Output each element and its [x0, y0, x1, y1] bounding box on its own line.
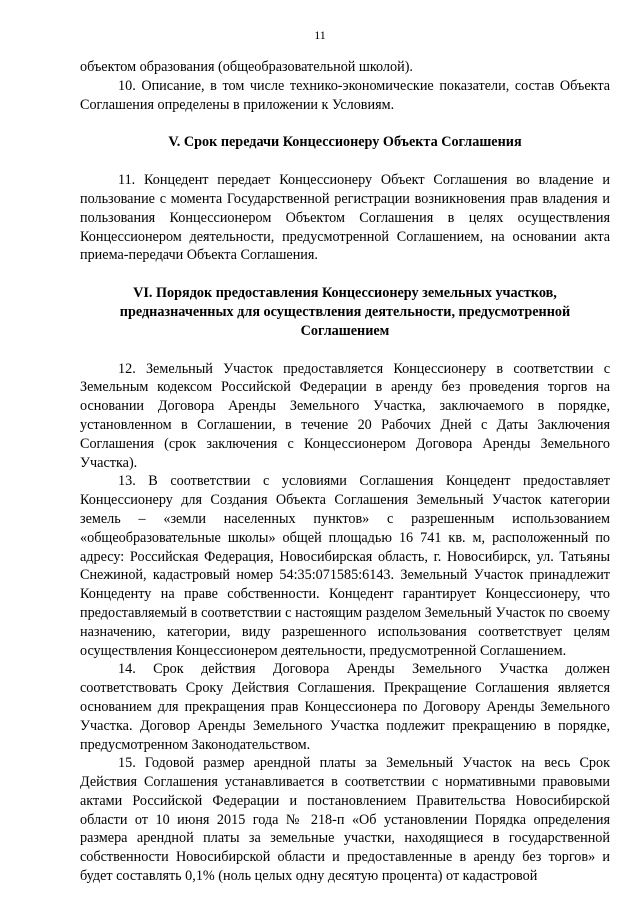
paragraph-15: 15. Годовой размер арендной платы за Земельный Участок на весь Срок Действия Соглашения устанавливается в соответствии с нормативными правовыми актами Российской Федерации и постановлением Правительства Новосибирской области от 10 июня 2015 года № 218-п «Об установлении Порядка определения размера арендной платы за земельные участки, находящиеся в государственной собственности Новосибирской области и предоставленные в аренду без торгов» и будет составлять 0,1% (ноль целых одну десятую процента) от кадастровой	[80, 755, 610, 885]
section-5-heading: V. Срок передачи Концессионеру Объекта Соглашения	[168, 134, 522, 151]
paragraph-14: 14. Срок действия Договора Аренды Земельного Участка должен соответствовать Сроку Действия Соглашения. Прекращение Соглашения является основанием для прекращения прав Концессионера по Договору Аренды Земельного Участка. Договор Аренды Земельного Участка подлежит прекращению в порядке, предусмотренном Законодательством.	[80, 661, 610, 753]
paragraph-continuation: объектом образования (общеобразовательной школой).	[80, 59, 413, 75]
page-number: 11	[314, 28, 326, 42]
paragraph-13: 13. В соответствии с условиями Соглашения Концедент предоставляет Концессионеру для Создания Объекта Соглашения Земельный Участок категории земель – «земли населенных пунктов» с разрешенным использованием «общеобразовательные школы» общей площадью 16 741 кв. м, расположенный по адресу: Российская Федерация, Новосибирская область, г. Новосибирск, ул. Татьяны Снежиной, кадастровый номер 54:35:071585:6143. Земельный Участок принадлежит Концеденту на праве собственности. Концедент гарантирует Концессионеру, что предоставляемый в соответствии с настоящим разделом Земельный Участок по своему назначению, категории, виду разрешенного использования соответствует целям осуществления Концессионером деятельности, предусмотренной Соглашением.	[80, 473, 610, 659]
document-body	[80, 58, 610, 886]
paragraph-11: 11. Концедент передает Концессионеру Объект Соглашения во владение и пользование с момента Государственной регистрации возникновения прав владения и пользования Концессионером Объектом Соглашения в целях осуществления Концессионером деятельности, предусмотренной Соглашением, на основании акта приема-передачи Объекта Соглашения.	[80, 172, 610, 264]
paragraph-12: 12. Земельный Участок предоставляется Концессионеру в соответствии с Земельным кодексом Российской Федерации в аренду без проведения торгов на основании Договора Аренды Земельного Участка, заключаемого в порядке, установленном в Соглашении, в течение 20 Рабочих Дней с Даты Заключения Соглашения (срок заключения с Концессионером Договора Аренды Земельного Участка).	[80, 360, 610, 471]
section-6-heading: VI. Порядок предоставления Концессионеру земельных участков, предназначенных для осуществления деятельности, предусмотренной Соглашением	[119, 285, 571, 339]
paragraph-10: 10. Описание, в том числе технико-экономические показатели, состав Объекта Соглашения определены в приложении к Условиям.	[80, 77, 610, 113]
